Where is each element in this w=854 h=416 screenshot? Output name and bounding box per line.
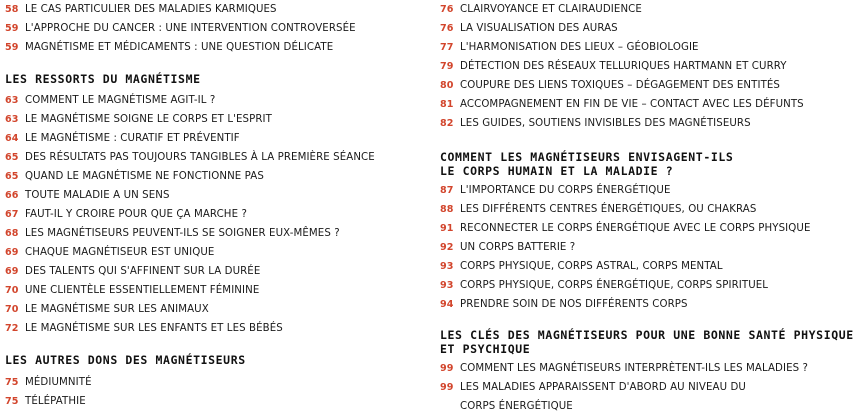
entry-title: TÉLÉPATHIE [25, 396, 86, 407]
entry-title: L'HARMONISATION DES LIEUX – GÉOBIOLOGIE [460, 42, 699, 53]
page-number: 63 [5, 114, 19, 125]
entry-title: LES GUIDES, SOUTIENS INVISIBLES DES MAGNÉTISEURS [460, 118, 751, 129]
entry-title: UN CORPS BATTERIE ? [460, 242, 576, 253]
section-heading-line: ET PSYCHIQUE [440, 342, 531, 356]
toc-entry [440, 41, 699, 54]
toc-entry [5, 151, 375, 164]
page-number: 66 [5, 190, 19, 201]
toc-entry [5, 189, 170, 202]
entry-title: RECONNECTER LE CORPS ÉNERGÉTIQUE AVEC LE CORPS PHYSIQUE [460, 223, 811, 234]
entry-title: COUPURE DES LIENS TOXIQUES – DÉGAGEMENT DES ENTITÉS [460, 80, 780, 91]
page-number: 99 [440, 363, 454, 374]
toc-entry [5, 322, 283, 335]
entry-title: DES RÉSULTATS PAS TOUJOURS TANGIBLES À LA PREMIÈRE SÉANCE [25, 152, 375, 163]
entry-title: LE MAGNÉTISME SUR LES ANIMAUX [25, 304, 209, 315]
toc-entry [5, 208, 247, 221]
page-number: 77 [440, 42, 454, 53]
page-number: 69 [5, 247, 19, 258]
page-number: 79 [440, 61, 454, 72]
toc-entry [5, 265, 260, 278]
page-number: 58 [5, 4, 19, 15]
section-heading-line: LE CORPS HUMAIN ET LA MALADIE ? [440, 164, 674, 178]
toc-entry [440, 381, 770, 416]
toc-entry [5, 284, 259, 297]
page-number: 75 [5, 396, 19, 407]
toc-entry [5, 246, 214, 259]
entry-title: L'APPROCHE DU CANCER : UNE INTERVENTION CONTROVERSÉE [25, 23, 356, 34]
toc-entry [5, 376, 92, 389]
entry-title: CLAIRVOYANCE ET CLAIRAUDIENCE [460, 4, 642, 15]
toc-entry [440, 203, 756, 216]
entry-title: COMMENT LES MAGNÉTISEURS INTERPRÈTENT-ILS LES MALADIES ? [460, 363, 809, 374]
page-number: 69 [5, 266, 19, 277]
toc-entry [440, 298, 688, 311]
entry-title: DES TALENTS QUI S'AFFINENT SUR LA DURÉE [25, 266, 261, 277]
page-number: 59 [5, 42, 19, 53]
page-number: 88 [440, 204, 454, 215]
page-number: 76 [440, 23, 454, 34]
page-number: 75 [5, 377, 19, 388]
page-number: 94 [440, 299, 454, 310]
section-heading-line: COMMENT LES MAGNÉTISEURS ENVISAGENT-ILS [440, 150, 734, 164]
entry-title: LE MAGNÉTISME SUR LES ENFANTS ET LES BÉBÉS [25, 323, 283, 334]
entry-title: LE MAGNÉTISME SOIGNE LE CORPS ET L'ESPRIT [25, 114, 272, 125]
page-number: 65 [5, 171, 19, 182]
entry-title: LA VISUALISATION DES AURAS [460, 23, 618, 34]
toc-entry [5, 395, 86, 408]
toc-entry [5, 94, 215, 107]
toc-entry [440, 117, 751, 130]
page-number: 70 [5, 304, 19, 315]
entry-title: UNE CLIENTÈLE ESSENTIELLEMENT FÉMININE [25, 285, 260, 296]
entry-title: FAUT-IL Y CROIRE POUR QUE ÇA MARCHE ? [25, 209, 247, 220]
entry-title: LE CAS PARTICULIER DES MALADIES KARMIQUES [25, 4, 277, 15]
section-heading: LES RESSORTS DU MAGNÉTISME [5, 72, 201, 86]
entry-title: LES MAGNÉTISEURS PEUVENT-ILS SE SOIGNER EUX-MÊMES ? [25, 228, 340, 239]
entry-title: CHAQUE MAGNÉTISEUR EST UNIQUE [25, 247, 215, 258]
toc-entry [440, 222, 811, 235]
page-number: 64 [5, 133, 19, 144]
entry-title: ACCOMPAGNEMENT EN FIN DE VIE – CONTACT AVEC LES DÉFUNTS [460, 99, 804, 110]
toc-entry [5, 170, 264, 183]
toc-entry [440, 79, 780, 92]
page-number: 76 [440, 4, 454, 15]
page-number: 70 [5, 285, 19, 296]
section-heading-line: LES CLÉS DES MAGNÉTISEURS POUR UNE BONNE SANTÉ PHYSIQUE [440, 328, 854, 342]
toc-entry [440, 279, 768, 292]
entry-title: MAGNÉTISME ET MÉDICAMENTS : UNE QUESTION DÉLICATE [25, 42, 334, 53]
entry-title: L'IMPORTANCE DU CORPS ÉNERGÉTIQUE [460, 185, 671, 196]
page-number: 72 [5, 323, 19, 334]
entry-title: TOUTE MALADIE A UN SENS [25, 190, 170, 201]
page-number: 67 [5, 209, 19, 220]
page-number: 92 [440, 242, 454, 253]
toc-entry [440, 362, 808, 375]
entry-title: MÉDIUMNITÉ [25, 377, 92, 388]
toc-entry [5, 303, 209, 316]
toc-entry [440, 241, 575, 254]
entry-title: LES MALADIES APPARAISSENT D'ABORD AU NIVEAU DU CORPS ÉNERGÉTIQUE [460, 382, 746, 412]
section-heading: LES AUTRES DONS DES MAGNÉTISEURS [5, 353, 246, 367]
page-number: 68 [5, 228, 19, 239]
page-number: 87 [440, 185, 454, 196]
entry-title: CORPS PHYSIQUE, CORPS ASTRAL, CORPS MENTAL [460, 261, 723, 272]
entry-title: CORPS PHYSIQUE, CORPS ÉNERGÉTIQUE, CORPS SPIRITUEL [460, 280, 769, 291]
toc-entry [440, 3, 642, 16]
page-number: 65 [5, 152, 19, 163]
page-number: 93 [440, 280, 454, 291]
toc-entry [5, 3, 277, 16]
toc-entry [5, 113, 272, 126]
entry-title: PRENDRE SOIN DE NOS DIFFÉRENTS CORPS [460, 299, 688, 310]
page-number: 81 [440, 99, 454, 110]
entry-title: LES DIFFÉRENTS CENTRES ÉNERGÉTIQUES, OU CHAKRAS [460, 204, 757, 215]
page-number: 93 [440, 261, 454, 272]
toc-entry [5, 132, 240, 145]
toc-entry [5, 227, 340, 240]
entry-title: LE MAGNÉTISME : CURATIF ET PRÉVENTIF [25, 133, 240, 144]
toc-entry [5, 22, 356, 35]
page-number: 63 [5, 95, 19, 106]
entry-title: DÉTECTION DES RÉSEAUX TELLURIQUES HARTMANN ET CURRY [460, 61, 787, 72]
toc-entry [440, 184, 671, 197]
toc-entry [440, 22, 618, 35]
toc-entry [440, 98, 804, 111]
page-number: 82 [440, 118, 454, 129]
entry-title: QUAND LE MAGNÉTISME NE FONCTIONNE PAS [25, 171, 264, 182]
toc-entry [5, 41, 333, 54]
page-number: 99 [440, 382, 454, 393]
page-number: 91 [440, 223, 454, 234]
toc-entry [440, 60, 787, 73]
toc-entry [440, 260, 723, 273]
page-number: 59 [5, 23, 19, 34]
entry-title: COMMENT LE MAGNÉTISME AGIT-IL ? [25, 95, 216, 106]
page-number: 80 [440, 80, 454, 91]
